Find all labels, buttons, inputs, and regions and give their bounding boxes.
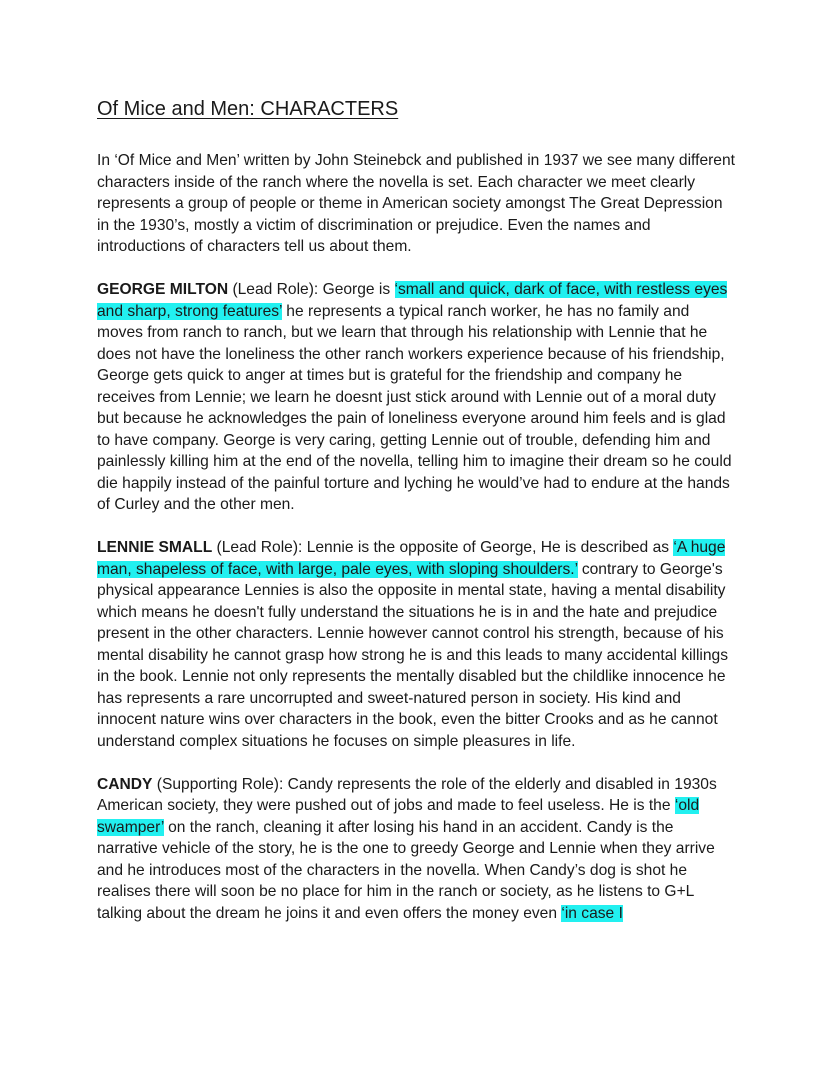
character-candy-paragraph — [97, 774, 737, 925]
paragraph-text: (Lead Role): Lennie is the opposite of George, He is described as — [212, 539, 674, 556]
document-page — [97, 96, 737, 946]
paragraph-text: contrary to George's physical appearance Lennies is also the opposite in mental state, having a mental disability which means he doesn't fully understand the situations he is in and the hate and prejudice present in the other characters. Lennie however cannot control his strength, because of his mental disability he cannot grasp how strong he is and this leads to many accidental killings in the book. Lennie not only represents the mentally disabled but the childlike innocence he has represents a rare uncorrupted and sweet-natured person in society. His kind and innocent nature wins over characters in the book, even the bitter Crooks and as he cannot understand complex situations he focuses on simple pleasures in life. — [97, 560, 729, 750]
paragraph-text: on the ranch, cleaning it after losing his hand in an accident. Candy is the narrative vehicle of the story, he is the one to greedy George and Lennie when they arrive and he introduces most of the characters in the novella. When Candy’s dog is shot he realises there will soon be no place for him in the ranch or society, as he listens to G+L talking about the dream he joins it and even offers the money even — [97, 818, 715, 922]
paragraph-text: he represents a typical ranch worker, he has no family and moves from ranch to ranch, but we learn that through his relationship with Lennie that he does not have the loneliness the other ranch workers experience because of his friendship, George gets quick to anger at times but is grateful for the friendship and company he receives from Lennie; we learn he doesnt just stick around with Lennie out of a moral duty but because he acknowledges the pain of loneliness everyone around him feels and is glad to have company. George is very caring, getting Lennie out of trouble, defending him and painlessly killing him at the end of the novella, telling him to imagine their dream so he could die happily instead of the painful torture and lyching he would’ve had to endure at the hands of Curley and the other men. — [97, 302, 732, 513]
highlighted-quote: ‘A huge man, shapeless of face, with large, pale eyes, with sloping shoulders.’ — [97, 539, 726, 578]
character-lennie-paragraph — [97, 537, 737, 752]
highlighted-quote: ‘old swamper’ — [97, 797, 700, 836]
character-name: GEORGE MILTON — [97, 281, 229, 298]
character-george-paragraph — [97, 279, 737, 516]
paragraph-text: (Supporting Role): Candy represents the role of the elderly and disabled in 1930s American society, they were pushed out of jobs and made to feel useless. He is the — [97, 775, 717, 814]
character-name: LENNIE SMALL — [97, 539, 213, 556]
character-name: CANDY — [97, 775, 153, 793]
highlighted-quote: ‘in case I — [561, 904, 623, 922]
intro-paragraph: In ‘Of Mice and Men’ written by John Steinebck and published in 1937 we see many different characters inside of the ranch where the novella is set. Each character we meet clearly represents a group of people or theme in American society amongst The Great Depression in the 1930’s, mostly a victim of discrimination or prejudice. Even the names and introductions of characters tell us about them. — [97, 152, 735, 255]
highlighted-quote: ‘small and quick, dark of face, with restless eyes and sharp, strong features’ — [97, 281, 728, 320]
paragraph-text: (Lead Role): George is — [228, 281, 395, 298]
document-title: Of Mice and Men: CHARACTERS — [97, 98, 399, 120]
